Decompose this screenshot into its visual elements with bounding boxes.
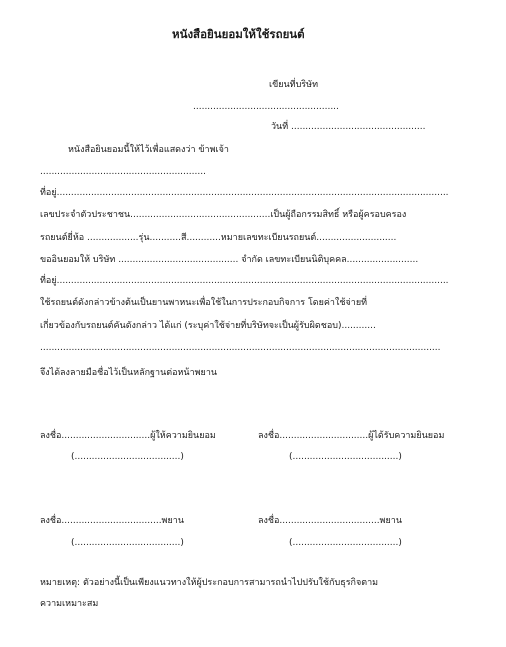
- address-line-2: ที่อยู่.........................................................................................................................................: [40, 276, 449, 286]
- witness-statement: จึงได้ลงลายมือชื่อไว้เป็นหลักฐานต่อหน้าพยาน: [40, 368, 218, 378]
- purpose-line-1: ใช้รถยนต์ดังกล่าวข้างต้นเป็นยานพาหนะเพื่อใช้ในการประกอบกิจการ โดยค่าใช้จ่ายที่: [40, 298, 368, 308]
- id-number-line: เลขประจำตัวประชาชน.................................................เป็นผู้ถือกรรมสิทธิ์ หรือผู้ครอบครอง: [40, 210, 407, 220]
- address-line-1: ที่อยู่.........................................................................................................................................: [40, 188, 449, 198]
- purpose-line-2: เกี่ยวข้องกับรถยนต์คันดังกล่าว ได้แก่ (ระบุค่าใช้จ่ายที่บริษัทจะเป็นผู้รับผิดชอบ)............: [40, 321, 376, 331]
- consent-company-line: ขออินยอมให้ บริษัท .......................................... จำกัด เลขทะเบียนนิติบุคคล.........................: [40, 255, 419, 265]
- name-paren-witness-1: (.....................................): [71, 538, 184, 548]
- note-line-2: ความเหมาะสม: [40, 599, 99, 609]
- signature-giver: ลงชื่อ...............................ผู้ให้ความยินยอม: [40, 431, 216, 441]
- name-paren-giver: (.....................................): [71, 452, 184, 462]
- signature-receiver: ลงชื่อ...............................ผู้ได้รับความยินยอม: [258, 431, 445, 441]
- signature-witness-2: ลงชื่อ...................................พยาน: [258, 516, 402, 526]
- document-title: หนังสือยินยอมให้ใช้รถยนต์: [172, 27, 305, 41]
- car-details-line: รถยนต์ยี่ห้อ ..................รุ่น...........สี............หมายเลขทะเบียนรถยนต์............................: [40, 233, 397, 243]
- note-line-1: หมายเหตุ: ตัวอย่างนี้เป็นเพียงแนวทางให้ผู้ประกอบการสามารถนำไปปรับใช้กับธุรกิจตาม: [40, 578, 379, 588]
- written-at-label: เขียนที่บริษัท: [269, 80, 318, 90]
- intro-name-line: ..........................................................: [40, 167, 206, 177]
- name-paren-receiver: (.....................................): [289, 452, 402, 462]
- written-at-line: ...................................................: [193, 102, 339, 112]
- intro-text: หนังสือยินยอมนี้ให้ไว้เพื่อแสดงว่า ข้าพเจ้า: [68, 145, 229, 155]
- name-paren-witness-2: (.....................................): [289, 538, 402, 548]
- signature-witness-1: ลงชื่อ...................................พยาน: [40, 516, 184, 526]
- purpose-line-3: ............................................................................................................................................: [40, 343, 441, 353]
- date-line: วันที่ ...............................................: [271, 122, 426, 132]
